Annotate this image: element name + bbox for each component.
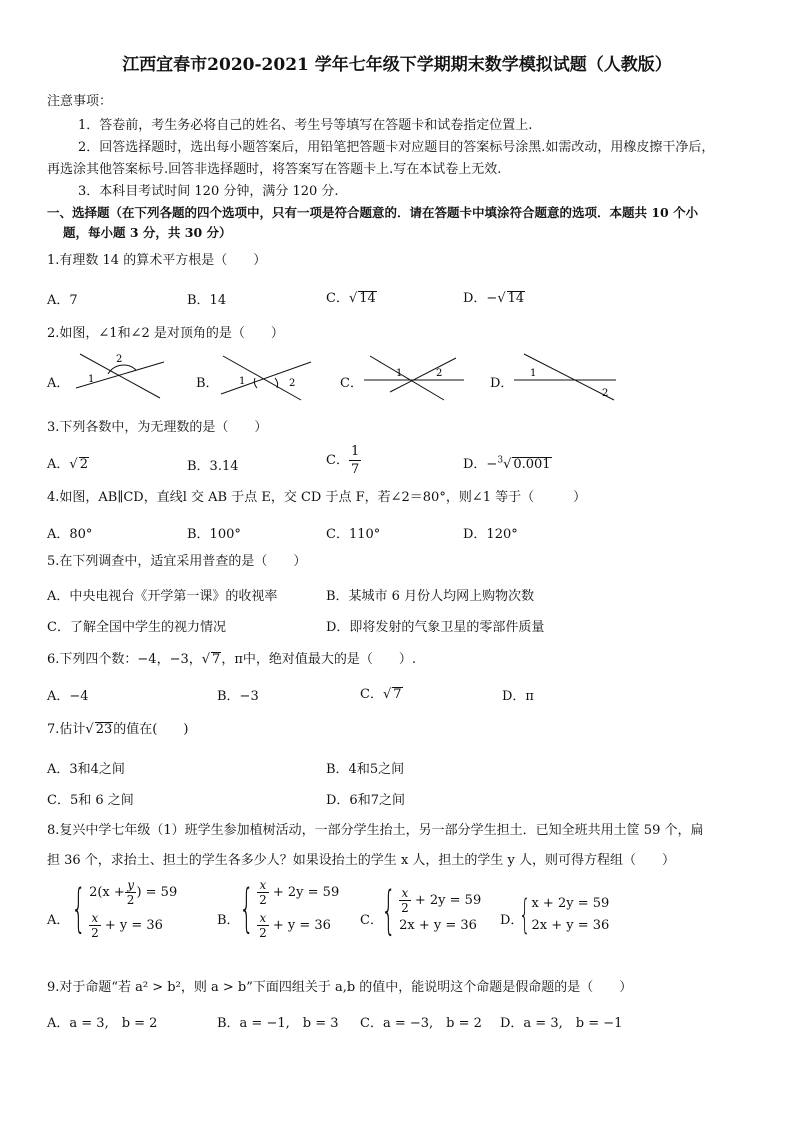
q5-option-a: A．中央电视台《开学第一课》的收视率 xyxy=(47,589,278,604)
q4-stem: 4.如图，AB∥CD，直线l 交 AB 于点 E，交 CD 于点 F，若∠2＝80°，则∠1 等于（ ） xyxy=(47,490,587,505)
q7-option-b: B．4和5之间 xyxy=(326,762,405,777)
q2-a-angle2-label: 2 xyxy=(116,354,123,365)
q2-option-b: B． xyxy=(196,376,219,391)
q2-figure-a xyxy=(70,352,170,402)
q8-option-b-label: B． xyxy=(217,913,240,928)
q4-option-d: D．120° xyxy=(463,527,518,542)
q3-option-b: B．3.14 xyxy=(187,459,239,474)
q3-stem: 3.下列各数中，为无理数的是（ ） xyxy=(47,420,268,435)
q6-option-c: C．√ 7 xyxy=(360,687,402,702)
q2-d-angle1-label: 1 xyxy=(530,368,537,379)
q8-option-b-system: { $\frac{x}{2}$ + 2y = 59 $\frac{x}{2}$ + y = 36 xyxy=(239,878,340,940)
q8-option-a-system: { 2(x + $\frac{y}{2}$ ) = 59 $\frac{x}{2}$ + y = 36 xyxy=(71,878,178,940)
notice-item-1: 1．答卷前，考生务必将自己的姓名、考生号等填写在答题卡和试卷指定位置上. xyxy=(78,118,533,133)
q2-option-d: D． xyxy=(490,376,514,391)
q8-option-c-system: { $\frac{x}{2}$ + 2y = 59 2x + y = 36 xyxy=(381,881,482,941)
q8-option-c-label: C． xyxy=(360,913,383,928)
q6-option-d: D．π xyxy=(502,689,534,704)
q7-option-a: A．3和4之间 xyxy=(47,762,125,777)
q1-option-d: D．−√ 14 xyxy=(463,291,525,306)
q1-stem: 1.有理数 14 的算术平方根是（ ） xyxy=(47,253,267,268)
q8-option-d-label: D． xyxy=(500,913,524,928)
q8-stem-line1: 8.复兴中学七年级（1）班学生参加植树活动，一部分学生抬土，另一部分学生担土．已知全班共用土筐 59 个，扁 xyxy=(47,823,704,838)
q7-option-d: D．6和7之间 xyxy=(326,793,405,808)
q2-d-angle2-label: 2 xyxy=(602,388,609,399)
q6-option-a: A．−4 xyxy=(47,689,89,704)
q6-option-b: B．−3 xyxy=(217,689,259,704)
q1-option-c: C．√ 14 xyxy=(326,291,376,306)
q1-option-b: B．14 xyxy=(187,293,227,308)
q8-stem-line2: 担 36 个，求抬土、担土的学生各多少人？如果设抬土的学生 x 人，担土的学生 y 人，则可得方程组（ ） xyxy=(47,853,676,868)
notice-item-2: 2．回答选择题时，选出每小题答案后，用铅笔把答题卡对应题目的答案标号涂黑.如需改动，用橡皮擦干净后， xyxy=(78,140,715,155)
q5-option-d: D．即将发射的气象卫星的零部件质量 xyxy=(326,620,545,635)
q9-stem: 9.对于命题“若 a² > b²，则 a > b”下面四组关于 a,b 的值中，能说明这个命题是假命题的是（ ） xyxy=(47,980,633,995)
q6-stem: 6.下列四个数：−4，−3，√ 7，π中，绝对值最大的是（ ）. xyxy=(47,652,416,667)
q2-figure-d xyxy=(510,350,620,404)
q8-option-a-label: A． xyxy=(47,913,70,928)
q7-option-c: C．5和 6 之间 xyxy=(47,793,134,808)
q5-option-b: B．某城市 6 月份人均网上购物次数 xyxy=(326,589,535,604)
q5-stem: 5.在下列调查中，适宜采用普查的是（ ） xyxy=(47,554,307,569)
q7-stem: 7.估计√ 23的值在( ) xyxy=(47,722,189,737)
q8-option-d-system: { x + 2y = 59 2x + y = 36 xyxy=(518,892,610,938)
q9-option-b: B．a = −1, b = 3 xyxy=(217,1016,339,1031)
q2-c-angle2-label: 2 xyxy=(436,368,443,379)
q3-option-d: D．−$^3$√ 0.001 xyxy=(463,455,551,472)
q2-a-angle1-label: 1 xyxy=(88,374,95,385)
q3-option-c: C． $\frac{1}{7}$ xyxy=(326,444,360,477)
q2-stem: 2.如图，∠1和∠2 是对顶角的是（ ） xyxy=(47,326,284,341)
q4-option-a: A．80° xyxy=(47,527,93,542)
notice-item-2-cont: 再选涂其他答案标号.回答非选择题时，将答案写在答题卡上.写在本试卷上无效. xyxy=(47,162,502,177)
section-heading-cont: 题，每小题 3 分，共 30 分） xyxy=(63,225,232,240)
q4-option-c: C．110° xyxy=(326,527,381,542)
q2-figure-b xyxy=(215,352,315,402)
q9-option-c: C．a = −3, b = 2 xyxy=(360,1016,482,1031)
section-heading: 一、选择题（在下列各题的四个选项中，只有一项是符合题意的．请在答题卡中填涂符合题意的选项．本题共 10 个小 xyxy=(47,205,699,220)
q9-option-a: A．a = 3, b = 2 xyxy=(47,1016,158,1031)
q9-option-d: D．a = 3, b = −1 xyxy=(500,1016,623,1031)
q2-figure-c xyxy=(360,352,470,402)
q2-option-c: C． xyxy=(340,376,363,391)
q2-c-angle1-label: 1 xyxy=(396,368,403,379)
q3-option-a: A．√ 2 xyxy=(47,457,88,472)
q2-option-a: A． xyxy=(47,376,70,391)
q5-option-c: C．了解全国中学生的视力情况 xyxy=(47,620,226,635)
page-title: 江西宜春市2020-2021 学年七年级下学期期末数学模拟试题（人教版） xyxy=(122,55,672,75)
q2-b-angle2-label: 2 xyxy=(289,378,296,389)
notice-heading: 注意事项： xyxy=(47,94,113,109)
q4-option-b: B．100° xyxy=(187,527,241,542)
q2-b-angle1-label: 1 xyxy=(239,376,246,387)
notice-item-3: 3．本科目考试时间 120 分钟，满分 120 分. xyxy=(78,184,339,199)
q1-option-a: A．7 xyxy=(47,293,78,308)
